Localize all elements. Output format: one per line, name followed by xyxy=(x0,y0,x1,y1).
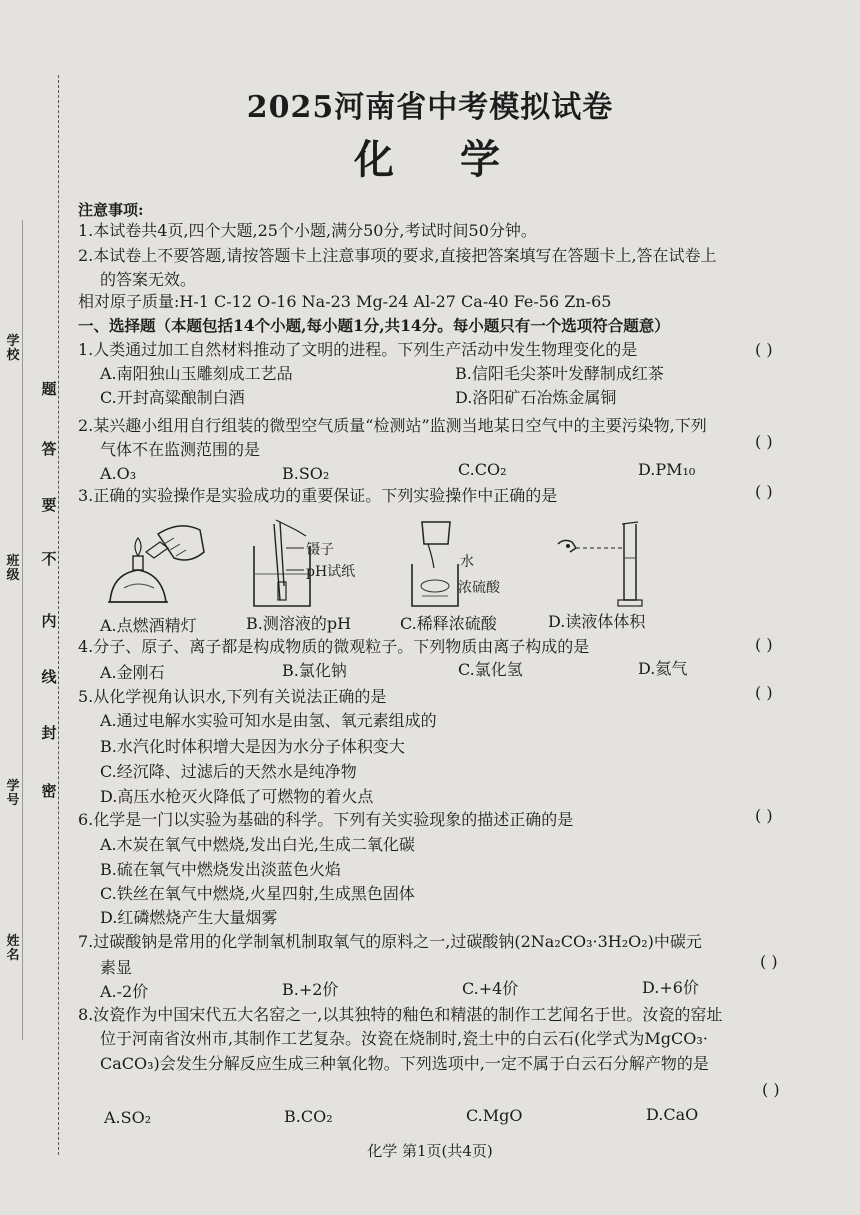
question-stem: 4.分子、原子、离子都是构成物质的微观粒子。下列物质由离子构成的是 xyxy=(78,637,590,656)
exam-subject: 化 学 xyxy=(354,136,526,183)
option-a: A.SO₂ xyxy=(104,1108,152,1127)
seal-char: 不 xyxy=(41,550,57,568)
seal-char: 答 xyxy=(41,440,57,458)
option-d: D.PM₁₀ xyxy=(638,460,696,479)
option-b: B.水汽化时体积增大是因为水分子体积变大 xyxy=(100,737,405,756)
option-d: D.氦气 xyxy=(638,659,688,678)
option-c: C.氯化氢 xyxy=(458,660,523,679)
option-d: D.红磷燃烧产生大量烟雾 xyxy=(100,908,278,927)
label-water: 水 xyxy=(460,554,474,570)
atomic-masses: 相对原子质量:H-1 C-12 O-16 Na-23 Mg-24 Al-27 Ca-40 Fe-56 Zn-65 xyxy=(78,292,612,311)
option-d: D.高压水枪灭火降低了可燃物的着火点 xyxy=(100,787,374,806)
option-c: C.稀释浓硫酸 xyxy=(400,614,497,633)
field-number-label: 学号 xyxy=(6,779,20,808)
option-d: D.洛阳矿石冶炼金属铜 xyxy=(455,388,617,407)
read-volume-figure xyxy=(552,514,662,610)
option-c: C.铁丝在氧气中燃烧,火星四射,生成黑色固体 xyxy=(100,884,415,903)
seal-char: 内 xyxy=(41,612,57,630)
seal-dashed-line xyxy=(58,75,59,1155)
notice-item: 2.本试卷上不要答题,请按答题卡上注意事项的要求,直接把答案填写在答题卡上,答在试卷上 xyxy=(78,246,717,265)
exam-title: 2025河南省中考模拟试卷 xyxy=(246,90,614,125)
option-c: C.MgO xyxy=(466,1106,523,1125)
answer-paren: ( ) xyxy=(760,952,778,971)
field-line xyxy=(22,220,23,1040)
answer-paren: ( ) xyxy=(762,1080,780,1099)
question-stem: 7.过碳酸钠是常用的化学制氧机制取氧气的原料之一,过碳酸钠(2Na₂CO₃·3H₂O₂)中碳元 xyxy=(78,932,702,951)
seal-char: 要 xyxy=(41,496,57,514)
option-b: B.氯化钠 xyxy=(282,661,347,680)
field-class-label: 班级 xyxy=(6,554,20,583)
answer-paren: ( ) xyxy=(755,806,773,825)
option-c: C.经沉降、过滤后的天然水是纯净物 xyxy=(100,762,357,781)
section-heading: 一、选择题（本题包括14个小题,每小题1分,共14分。每小题只有一个选项符合题意） xyxy=(78,316,670,335)
alcohol-lamp-figure xyxy=(100,512,220,612)
notice-heading: 注意事项: xyxy=(78,201,144,219)
option-b: B.CO₂ xyxy=(284,1107,333,1126)
question-stem: 气体不在监测范围的是 xyxy=(100,440,261,459)
option-a: A.点燃酒精灯 xyxy=(100,616,197,635)
option-b: B.硫在氧气中燃烧发出淡蓝色火焰 xyxy=(100,860,341,879)
option-c: C.CO₂ xyxy=(458,460,507,479)
option-d: D.读液体体积 xyxy=(548,612,646,631)
seal-char: 题 xyxy=(41,380,57,398)
question-stem: CaCO₃)会发生分解反应生成三种氧化物。下列选项中,一定不属于白云石分解产物的是 xyxy=(100,1054,709,1073)
option-b: B.测溶液的pH xyxy=(246,614,352,633)
notice-item: 1.本试卷共4页,四个大题,25个小题,满分50分,考试时间50分钟。 xyxy=(78,221,537,240)
label-acid: 浓硫酸 xyxy=(458,580,500,596)
question-stem: 素显 xyxy=(100,958,133,977)
label-tweezers: 镊子 xyxy=(306,542,334,558)
option-c: C.+4价 xyxy=(462,979,519,998)
answer-paren: ( ) xyxy=(755,635,773,654)
answer-paren: ( ) xyxy=(755,432,773,451)
question-stem: 6.化学是一门以实验为基础的科学。下列有关实验现象的描述正确的是 xyxy=(78,810,574,829)
question-stem: 8.汝瓷作为中国宋代五大名窑之一,以其独特的釉色和精湛的制作工艺闻名于世。汝瓷的窑址 xyxy=(78,1005,723,1024)
answer-paren: ( ) xyxy=(755,340,773,359)
label-ph-paper: pH试纸 xyxy=(306,564,356,580)
option-d: D.+6价 xyxy=(642,978,699,997)
option-b: B.SO₂ xyxy=(282,464,330,483)
option-a: A.通过电解水实验可知水是由氢、氧元素组成的 xyxy=(100,711,437,730)
option-b: B.+2价 xyxy=(282,980,339,999)
option-b: B.信阳毛尖茶叶发酵制成红茶 xyxy=(455,364,664,383)
option-a: A.金刚石 xyxy=(100,663,165,682)
field-school-label: 学校 xyxy=(6,334,20,363)
answer-paren: ( ) xyxy=(755,683,773,702)
page-footer: 化学 第1页(共4页) xyxy=(367,1142,493,1160)
question-stem: 2.某兴趣小组用自行组装的微型空气质量“检测站”监测当地某日空气中的主要污染物,下列 xyxy=(78,416,707,435)
option-c: C.开封高粱酿制白酒 xyxy=(100,388,245,407)
seal-char: 封 xyxy=(41,724,57,742)
notice-item: 的答案无效。 xyxy=(100,270,197,289)
seal-char: 线 xyxy=(41,668,57,686)
field-name-label: 姓名 xyxy=(6,934,20,963)
option-a: A.南阳独山玉雕刻成工艺品 xyxy=(100,364,293,383)
option-a: A.-2价 xyxy=(100,982,149,1001)
question-stem: 位于河南省汝州市,其制作工艺复杂。汝瓷在烧制时,瓷土中的白云石(化学式为MgCO₃· xyxy=(100,1029,708,1048)
seal-char: 密 xyxy=(41,782,57,800)
question-stem: 5.从化学视角认识水,下列有关说法正确的是 xyxy=(78,687,387,706)
option-d: D.CaO xyxy=(646,1105,699,1124)
option-a: A.木炭在氧气中燃烧,发出白光,生成二氧化碳 xyxy=(100,835,415,854)
question-stem: 3.正确的实验操作是实验成功的重要保证。下列实验操作中正确的是 xyxy=(78,486,558,505)
answer-paren: ( ) xyxy=(755,482,773,501)
question-stem: 1.人类通过加工自然材料推动了文明的进程。下列生产活动中发生物理变化的是 xyxy=(78,340,638,359)
option-a: A.O₃ xyxy=(100,464,137,483)
